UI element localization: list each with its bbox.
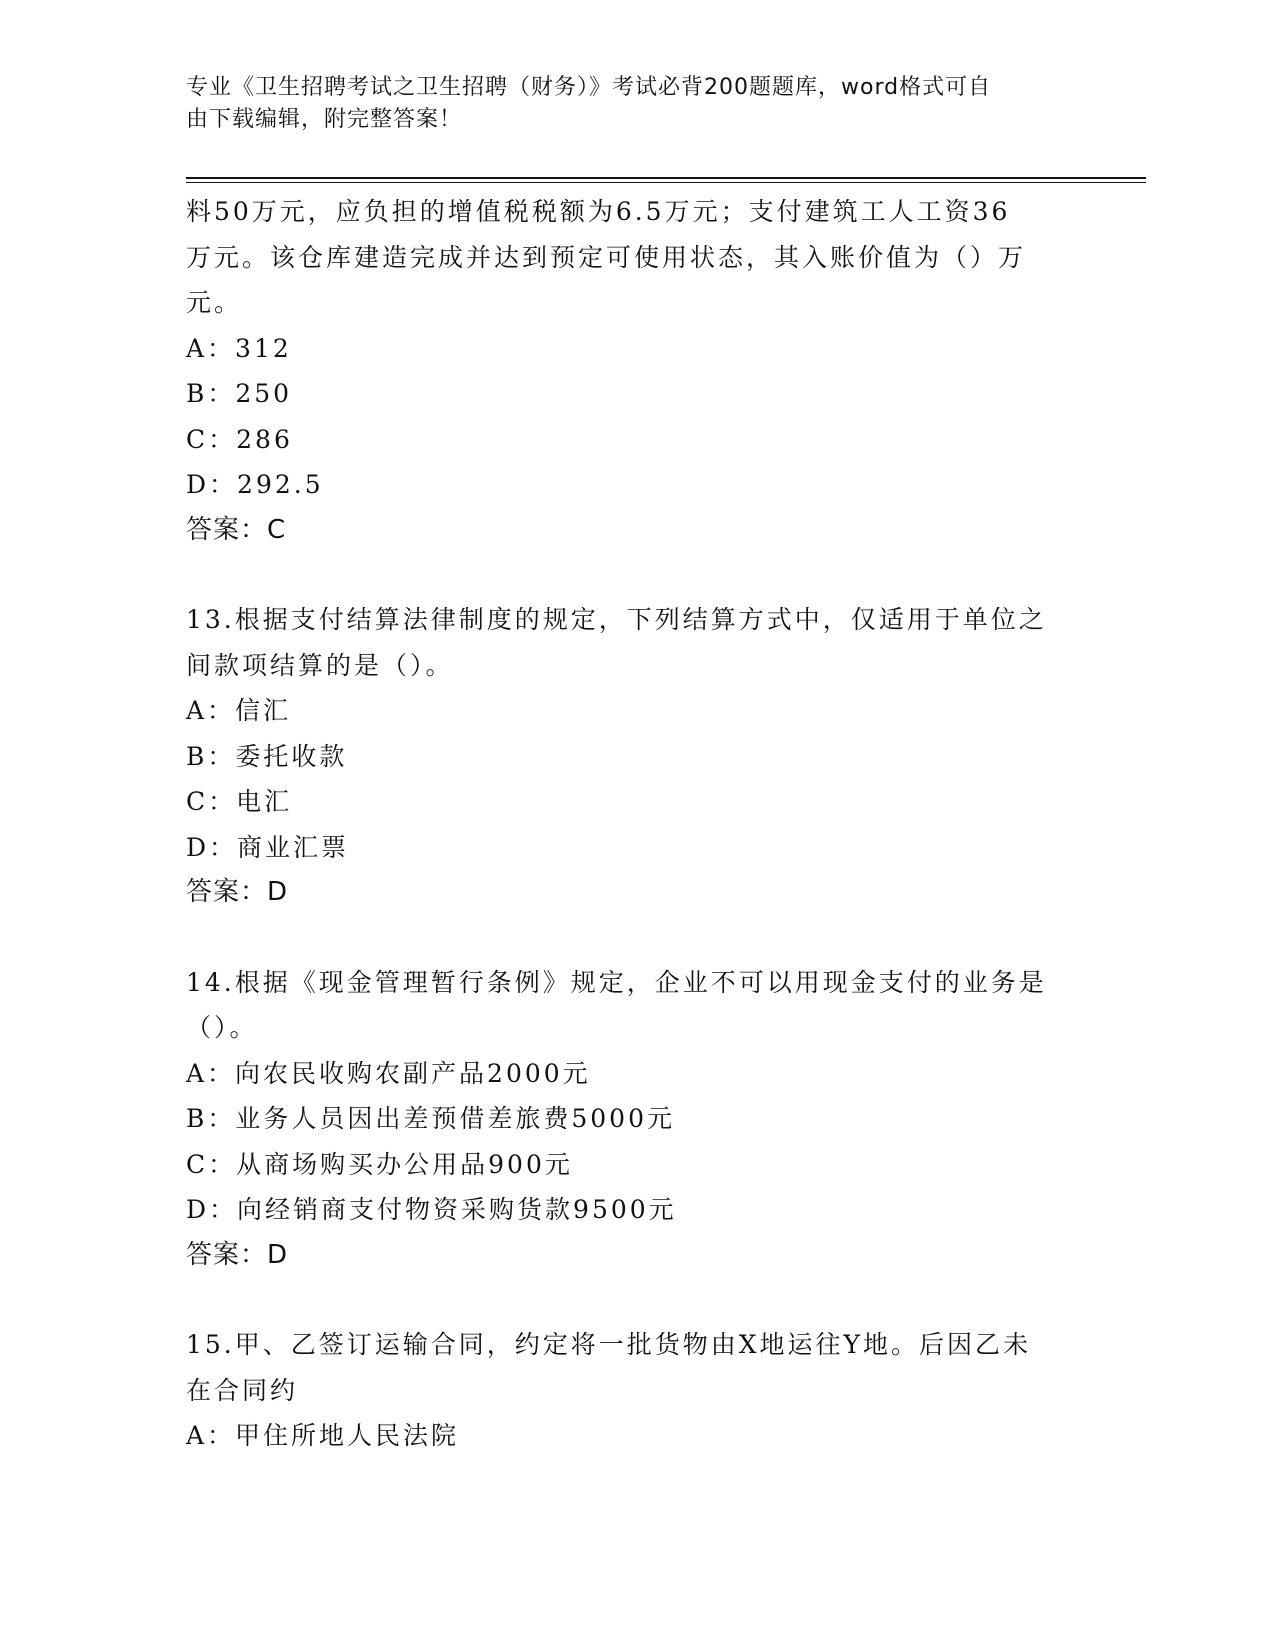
question-stem-line: 13.根据支付结算法律制度的规定，下列结算方式中，仅适用于单位之	[186, 605, 1047, 634]
option-d: D：向经销商支付物资采购货款9500元	[186, 1195, 677, 1224]
option-b: B：250	[186, 379, 293, 408]
option-b: B：委托收款	[186, 741, 348, 771]
document-body	[186, 189, 1066, 1459]
option-a: A：甲住所地人民法院	[186, 1421, 460, 1450]
question-stem-line: 15.甲、乙签订运输合同，约定将一批货物由X地运往Y地。后因乙未	[186, 1330, 1032, 1359]
header-line-2: 由下载编辑，附完整答案！	[186, 107, 463, 132]
option-b: B：业务人员因出差预借差旅费5000元	[186, 1104, 675, 1133]
header-divider-thick	[186, 177, 1146, 179]
header-line-1: 专业《卫生招聘考试之卫生招聘（财务）》考试必背200题题库，word格式可自	[186, 75, 992, 100]
option-d: D：商业汇票	[186, 832, 350, 862]
question-13	[186, 597, 1066, 916]
option-c: C：从商场购买办公用品900元	[186, 1149, 573, 1179]
spacer	[186, 916, 1066, 960]
question-12	[186, 189, 1066, 553]
question-stem-line: 万元。该仓库建造完成并达到预定可使用状态，其入账价值为（）万	[186, 242, 1027, 272]
answer-line: 答案：C	[186, 514, 287, 545]
question-stem-line: 料50万元，应负担的增值税税额为6.5万元；支付建筑工人工资36	[186, 197, 1011, 226]
question-stem-line: （）。	[186, 1013, 258, 1042]
question-stem-line: 在合同约	[186, 1375, 299, 1405]
option-a: A：向农民收购农副产品2000元	[186, 1058, 591, 1088]
question-14	[186, 960, 1066, 1279]
answer-line: 答案：D	[186, 1239, 289, 1270]
option-c: C：286	[186, 424, 293, 454]
spacer	[186, 553, 1066, 597]
option-a: A：信汇	[186, 696, 292, 725]
question-stem-line: 间款项结算的是（）。	[186, 650, 454, 680]
option-a: A：312	[186, 333, 292, 363]
option-d: D：292.5	[186, 470, 324, 499]
question-15	[186, 1322, 1066, 1459]
question-stem-line: 14.根据《现金管理暂行条例》规定，企业不可以用现金支付的业务是	[186, 967, 1047, 997]
answer-line: 答案：D	[186, 877, 289, 907]
question-stem-line: 元。	[186, 288, 243, 317]
document-header	[186, 72, 1066, 136]
option-c: C：电汇	[186, 787, 293, 816]
spacer	[186, 1278, 1066, 1322]
header-divider-thin	[186, 182, 1146, 183]
